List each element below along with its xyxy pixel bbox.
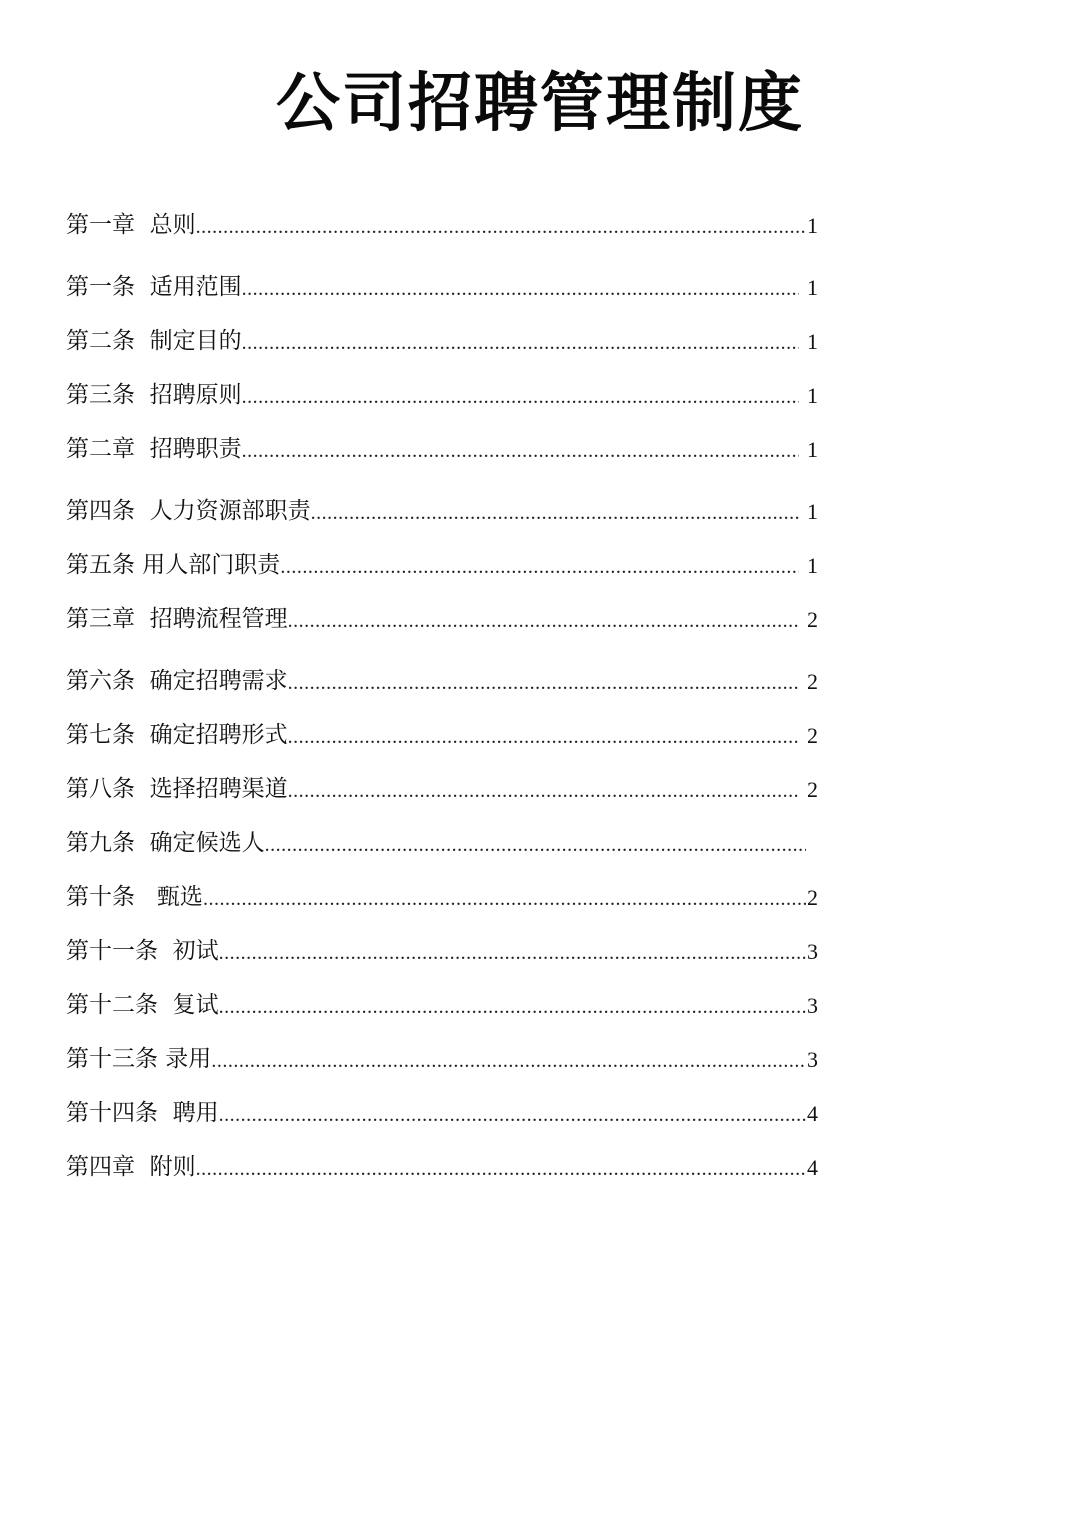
toc-entry[interactable] (66, 376, 818, 410)
toc-dot-leader (219, 1102, 806, 1128)
toc-page-number: 2 (807, 669, 818, 694)
toc-entry[interactable] (66, 600, 818, 634)
toc-page-number: 2 (807, 777, 818, 802)
toc-entry[interactable] (66, 206, 818, 240)
toc-entry[interactable] (66, 322, 818, 356)
toc-entry-label: 第一条 适用范围 (66, 274, 242, 300)
toc-entry[interactable] (66, 878, 818, 912)
toc-page-number: 1 (807, 383, 818, 408)
toc-dot-leader (288, 778, 799, 804)
toc-entry[interactable] (66, 824, 818, 858)
toc-dot-leader (288, 724, 799, 750)
toc-dot-leader (242, 384, 799, 410)
toc-entry-label: 第十二条 复试 (66, 992, 219, 1018)
toc-dot-leader (219, 940, 806, 966)
toc-page-number: 2 (807, 723, 818, 748)
toc-entry-label: 第十条 甄选 (66, 884, 203, 910)
toc-entry-label: 第二章 招聘职责 (66, 436, 242, 462)
toc-page-number: 2 (807, 607, 818, 632)
toc-dot-leader (265, 832, 806, 858)
toc-page-number: 1 (807, 553, 818, 578)
toc-entry[interactable] (66, 1040, 818, 1074)
toc-entry[interactable] (66, 268, 818, 302)
toc-entry[interactable] (66, 716, 818, 750)
toc-entry-label: 第四条 人力资源部职责 (66, 498, 311, 524)
toc-page-number: 2 (807, 885, 818, 910)
toc-entry-label: 第四章 附则 (66, 1154, 196, 1180)
toc-entry[interactable] (66, 1148, 818, 1182)
toc-entry-label: 第一章 总则 (66, 212, 196, 238)
toc-entry-label: 第十四条 聘用 (66, 1100, 219, 1126)
toc-entry-label: 第二条 制定目的 (66, 328, 242, 354)
toc-entry-label: 第八条 选择招聘渠道 (66, 776, 288, 802)
toc-entry-label: 第十三条 录用 (66, 1046, 212, 1072)
toc-dot-leader (219, 994, 806, 1020)
toc-dot-leader (196, 1156, 806, 1182)
toc-entry[interactable] (66, 1094, 818, 1128)
toc-entry[interactable] (66, 986, 818, 1020)
toc-entry-label: 第五条 用人部门职责 (66, 552, 281, 578)
toc-dot-leader (280, 554, 799, 580)
toc-dot-leader (288, 670, 799, 696)
toc-entry-label: 第三条 招聘原则 (66, 382, 242, 408)
toc-entry-label: 第六条 确定招聘需求 (66, 668, 288, 694)
toc-entry[interactable] (66, 770, 818, 804)
toc-dot-leader (311, 500, 799, 526)
toc-entry[interactable] (66, 546, 818, 580)
toc-dot-leader (242, 330, 799, 356)
toc-dot-leader (196, 214, 806, 240)
document-title: 公司招聘管理制度 (276, 67, 804, 141)
toc-page-number: 4 (807, 1101, 818, 1126)
toc-entry-label: 第七条 确定招聘形式 (66, 722, 288, 748)
toc-entry[interactable] (66, 430, 818, 464)
toc-page-number: 1 (807, 275, 818, 300)
toc-page-number: 1 (807, 499, 818, 524)
toc-entry-label: 第三章 招聘流程管理 (66, 606, 288, 632)
toc-page-number: 3 (807, 993, 818, 1018)
toc-page-number: 3 (807, 1047, 818, 1072)
toc-entry-label: 第九条 确定候选人 (66, 830, 265, 856)
toc-dot-leader (203, 886, 806, 912)
toc-page-number: 4 (807, 1155, 818, 1180)
toc-entry-label: 第十一条 初试 (66, 938, 219, 964)
toc-dot-leader (288, 608, 799, 634)
toc-page-number: 3 (807, 939, 818, 964)
toc-dot-leader (211, 1048, 806, 1074)
toc-entry[interactable] (66, 492, 818, 526)
toc-entry[interactable] (66, 932, 818, 966)
toc-dot-leader (242, 276, 799, 302)
toc-page-number: 1 (807, 437, 818, 462)
toc-page-number: 1 (807, 329, 818, 354)
toc-page-number: 1 (807, 213, 818, 238)
toc-dot-leader (242, 438, 799, 464)
toc-entry[interactable] (66, 662, 818, 696)
